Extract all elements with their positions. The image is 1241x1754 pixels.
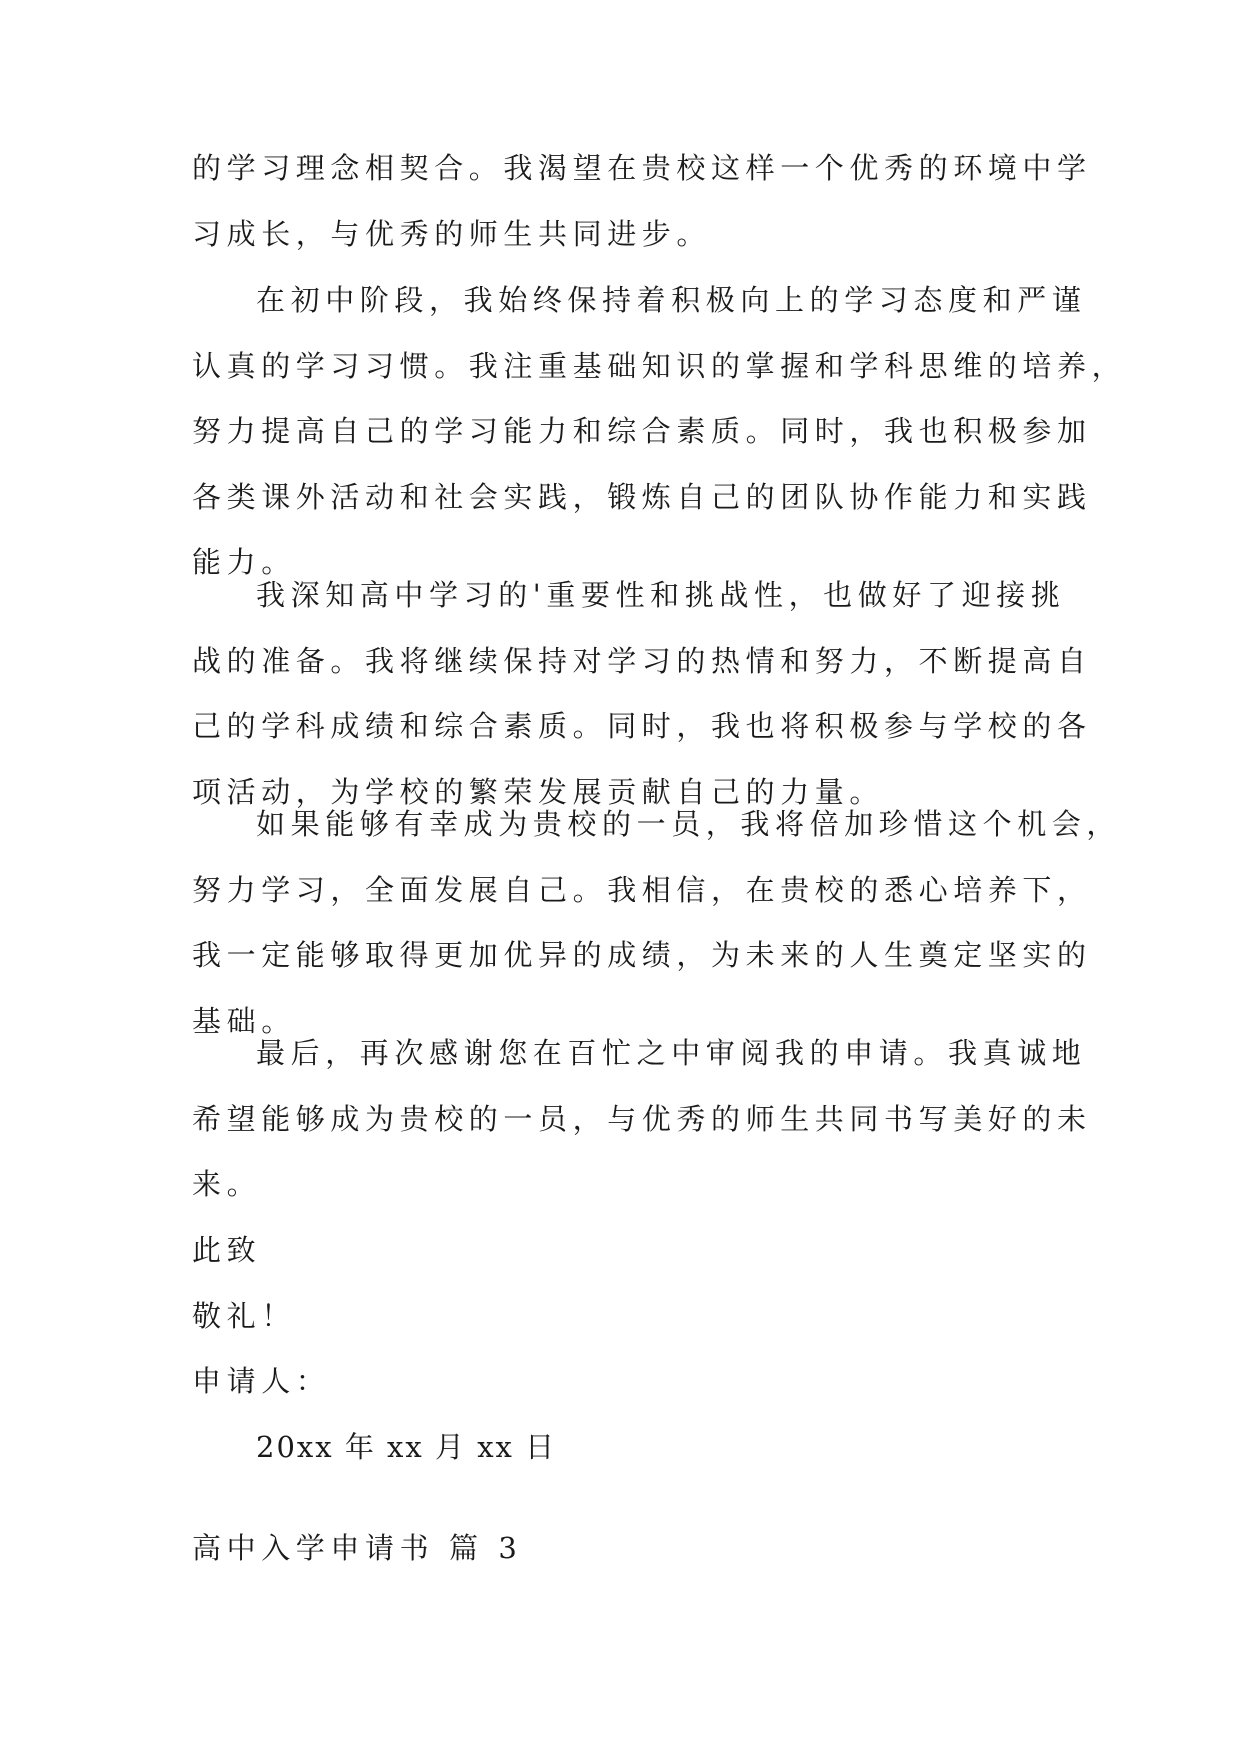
next-section-title: 高中入学申请书 篇 3 xyxy=(192,1531,523,1565)
text-line: 基础。 xyxy=(192,1003,296,1038)
text-line: 我一定能够取得更加优异的成绩，为未来的人生奠定坚实的 xyxy=(192,938,1092,972)
application-date: 20xx 年 xx 月 xx 日 xyxy=(256,1429,557,1464)
text-line: 最后，再次感谢您在百忙之中审阅我的申请。我真诚地 xyxy=(256,1036,1087,1070)
text-line: 各类课外活动和社会实践，锻炼自己的团队协作能力和实践 xyxy=(192,479,1092,514)
text-line: 我深知高中学习的'重要性和挑战性，也做好了迎接挑 xyxy=(256,578,1066,612)
text-line: 在初中阶段，我始终保持着积极向上的学习态度和严谨 xyxy=(256,283,1087,317)
paragraph-commitment xyxy=(192,792,1122,1054)
closing-salutation: 此致 xyxy=(192,1233,262,1267)
text-line: 努力提高自己的学习能力和综合素质。同时，我也积极参加 xyxy=(192,414,1092,448)
text-line: 的学习理念相契合。我渴望在贵校这样一个优秀的环境中学 xyxy=(192,151,1092,185)
text-line: 来。 xyxy=(192,1167,262,1201)
text-line: 认真的学习习惯。我注重基础知识的掌握和学科思维的培养， xyxy=(192,348,1127,383)
closing-block xyxy=(192,1218,1052,1480)
paragraph-junior-high xyxy=(192,268,1127,596)
text-line: 习成长，与优秀的师生共同进步。 xyxy=(192,216,712,251)
closing-regards: 敬礼！ xyxy=(192,1298,296,1333)
text-line: 项活动，为学校的繁荣发展贡献自己的力量。 xyxy=(192,774,885,809)
applicant-label: 申请人： xyxy=(192,1364,331,1398)
text-line: 战的准备。我将继续保持对学习的热情和努力，不断提高自 xyxy=(192,643,1092,678)
section-heading xyxy=(192,1516,1052,1582)
text-line: 希望能够成为贵校的一员，与优秀的师生共同书写美好的未 xyxy=(192,1101,1092,1136)
text-line: 能力。 xyxy=(192,545,296,579)
paragraph-continuation xyxy=(192,136,1092,267)
text-line: 努力学习，全面发展自己。我相信，在贵校的悉心培养下， xyxy=(192,872,1092,907)
text-line: 己的学科成绩和综合素质。同时，我也将积极参与学校的各 xyxy=(192,709,1092,743)
text-line: 如果能够有幸成为贵校的一员，我将倍加珍惜这个机会， xyxy=(256,807,1122,841)
paragraph-thanks xyxy=(192,1021,1092,1218)
